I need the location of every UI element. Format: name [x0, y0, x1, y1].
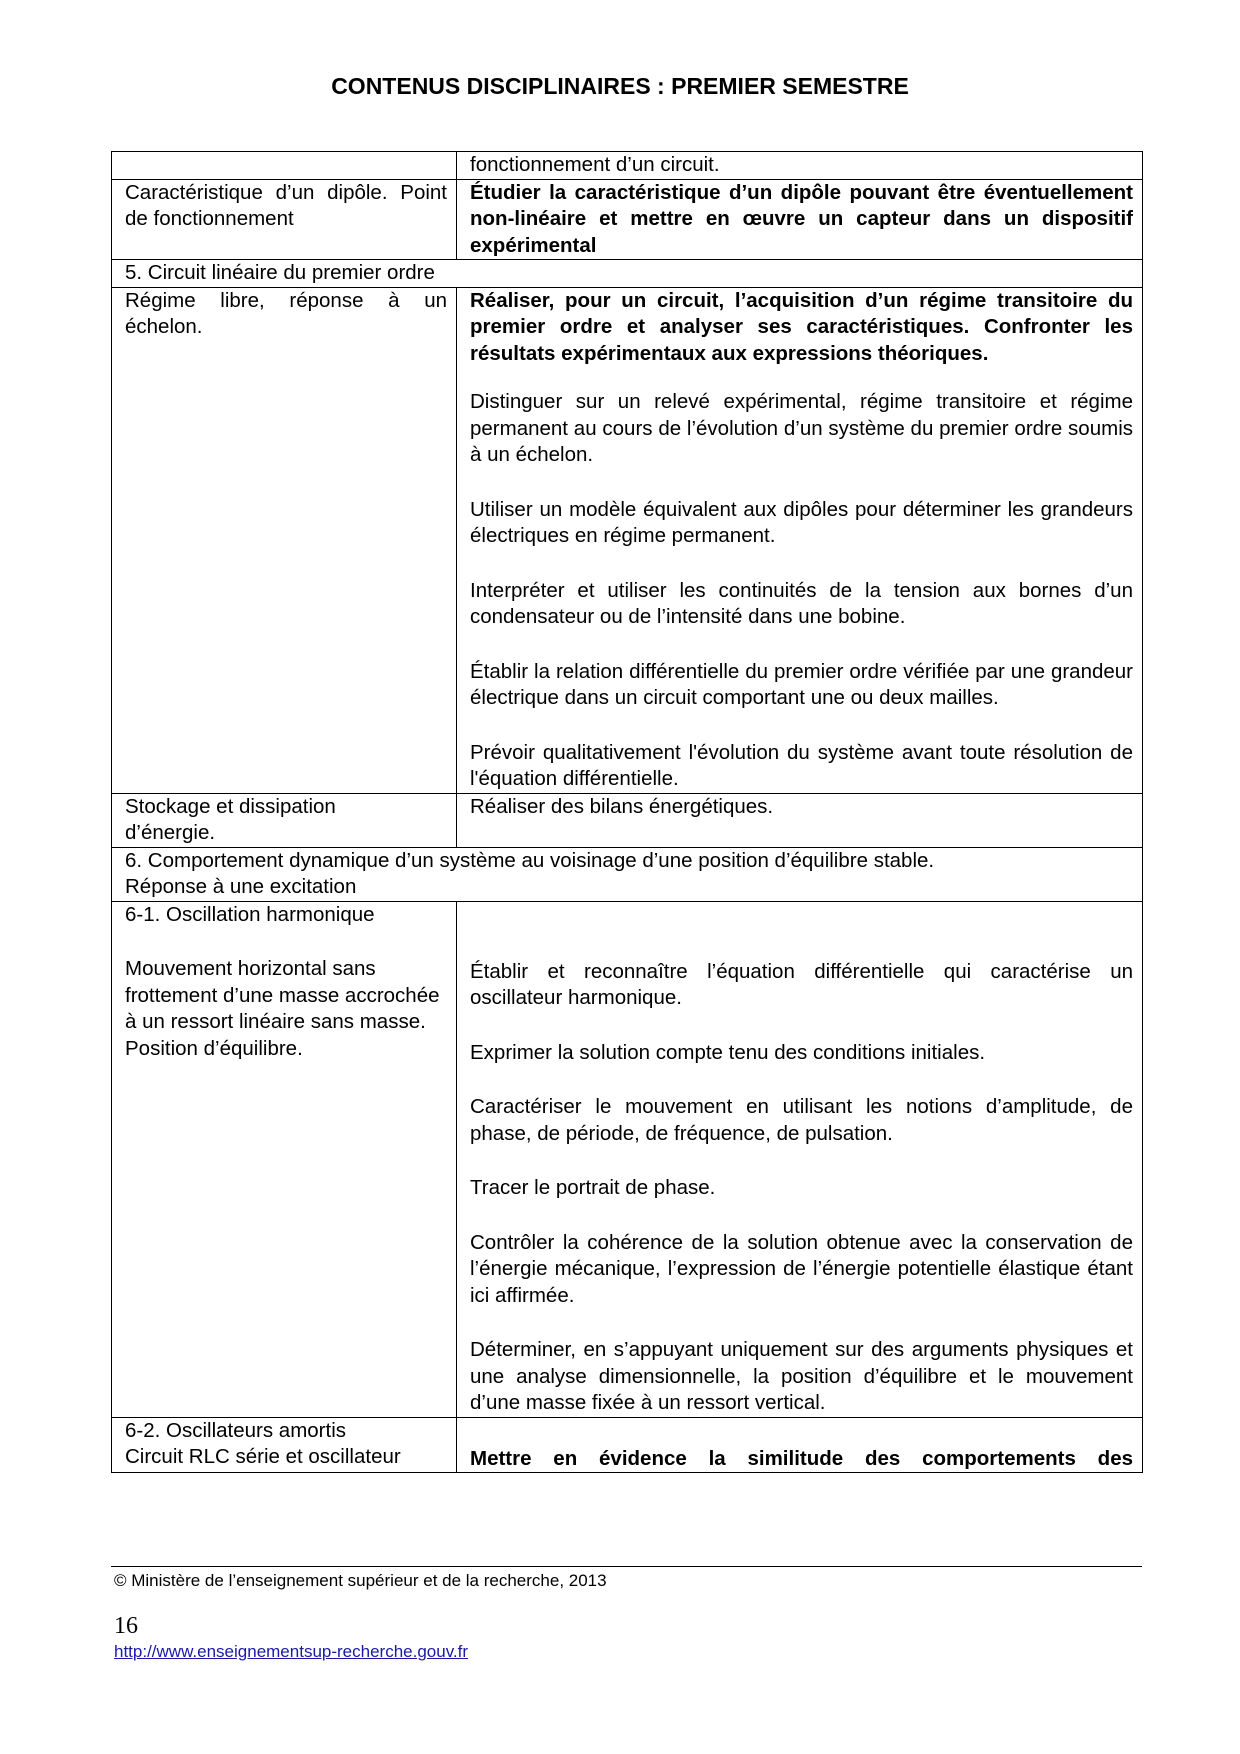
capacity-text: Réaliser des bilans énergétiques. [470, 794, 774, 818]
capacities-cell [457, 152, 1143, 180]
notions-cell [112, 179, 457, 260]
notion-text: Circuit RLC série et oscillateur [125, 1445, 401, 1468]
section-heading-line: Réponse à une excitation [125, 875, 357, 898]
capacities-cell [457, 901, 1143, 1417]
notions-cell [112, 287, 457, 793]
section-heading [112, 847, 1143, 901]
capacities-cell [457, 793, 1143, 847]
table-row [112, 1417, 1143, 1473]
notion-text: Régime libre, réponse à un échelon. [125, 288, 447, 338]
section-heading-row [112, 847, 1143, 901]
capacity-text-bold: Réaliser, pour un circuit, l’acquisition d’un régime transitoire du premier ordre et analyser ses caractéristiques. Confronter les résultats expérimentaux aux expressions théoriques. [470, 288, 1133, 365]
capacity-text: Tracer le portrait de phase. [470, 1176, 716, 1199]
notion-text: Stockage et dissipation d’énergie. [125, 794, 336, 844]
capacity-text: Contrôler la cohérence de la solution obtenue avec la conservation de l’énergie mécanique, l’expression de l’énergie potentielle élastique étant ici affirmée. [470, 1230, 1133, 1307]
capacity-text: Établir la relation différentielle du premier ordre vérifiée par une grandeur électrique dans un circuit comportant une ou deux mailles. [470, 659, 1133, 709]
table-row [112, 793, 1143, 847]
notions-cell [112, 152, 457, 180]
table-row [112, 901, 1143, 1417]
capacity-text: Prévoir qualitativement l'évolution du système avant toute résolution de l'équation différentielle. [470, 740, 1133, 790]
notions-cell [112, 901, 457, 1417]
website-link[interactable]: http://www.enseignementsup-recherche.gouv.fr [114, 1642, 469, 1661]
notions-cell [112, 1417, 457, 1473]
copyright-notice: © Ministère de l’enseignement supérieur et de la recherche, 2013 [114, 1571, 607, 1590]
curriculum-table [111, 151, 1143, 1473]
table-row [112, 152, 1143, 180]
capacity-text: Exprimer la solution compte tenu des conditions initiales. [470, 1040, 986, 1064]
notion-title: 6-2. Oscillateurs amortis [125, 1418, 347, 1442]
capacity-text: Déterminer, en s’appuyant uniquement sur des arguments physiques et une analyse dimensionnelle, la position d’équilibre et le mouvement d’une masse fixée à un ressort vertical. [470, 1338, 1133, 1414]
table-row [112, 287, 1143, 793]
notion-text: Mouvement horizontal sans frottement d’une masse accrochée à un ressort linéaire sans masse. Position d’équilibre. [125, 957, 440, 1060]
capacity-text: Utiliser un modèle équivalent aux dipôles pour déterminer les grandeurs électriques en régime permanent. [470, 497, 1133, 547]
capacity-text: Interpréter et utiliser les continuités de la tension aux bornes d’un condensateur ou de l’intensité dans une bobine. [470, 578, 1133, 628]
footer-divider [111, 1566, 1142, 1567]
capacities-cell [457, 287, 1143, 793]
page-number: 16 [114, 1613, 138, 1639]
capacities-cell [457, 1417, 1143, 1473]
notions-cell [112, 793, 457, 847]
capacity-text: Distinguer sur un relevé expérimental, régime transitoire et régime permanent au cours de l’évolution d’un système du premier ordre soumis à un échelon. [470, 390, 1133, 466]
capacity-text: Caractériser le mouvement en utilisant les notions d’amplitude, de phase, de période, de fréquence, de pulsation. [470, 1095, 1133, 1145]
section-heading-line: 6. Comportement dynamique d’un système au voisinage d’une position d’équilibre stable. [125, 848, 935, 872]
table-row [112, 179, 1143, 260]
capacities-cell [457, 179, 1143, 260]
capacity-text: Établir et reconnaître l’équation différentielle qui caractérise un oscillateur harmonique. [470, 959, 1133, 1009]
section-heading: 5. Circuit linéaire du premier ordre [112, 260, 1143, 288]
capacity-text-bold: Étudier la caractéristique d’un dipôle pouvant être éventuellement non-linéaire et mettre en œuvre un capteur dans un dispositif expérimental [470, 180, 1133, 257]
page-title: CONTENUS DISCIPLINAIRES : PREMIER SEMESTRE [331, 73, 909, 99]
capacity-text-bold: Mettre en évidence la similitude des comportements des [470, 1446, 1133, 1470]
notion-title: 6-1. Oscillation harmonique [125, 902, 375, 926]
section-heading-row [112, 260, 1143, 288]
capacity-text: fonctionnement d’un circuit. [470, 153, 720, 176]
notion-text: Caractéristique d’un dipôle. Point de fonctionnement [125, 180, 447, 230]
